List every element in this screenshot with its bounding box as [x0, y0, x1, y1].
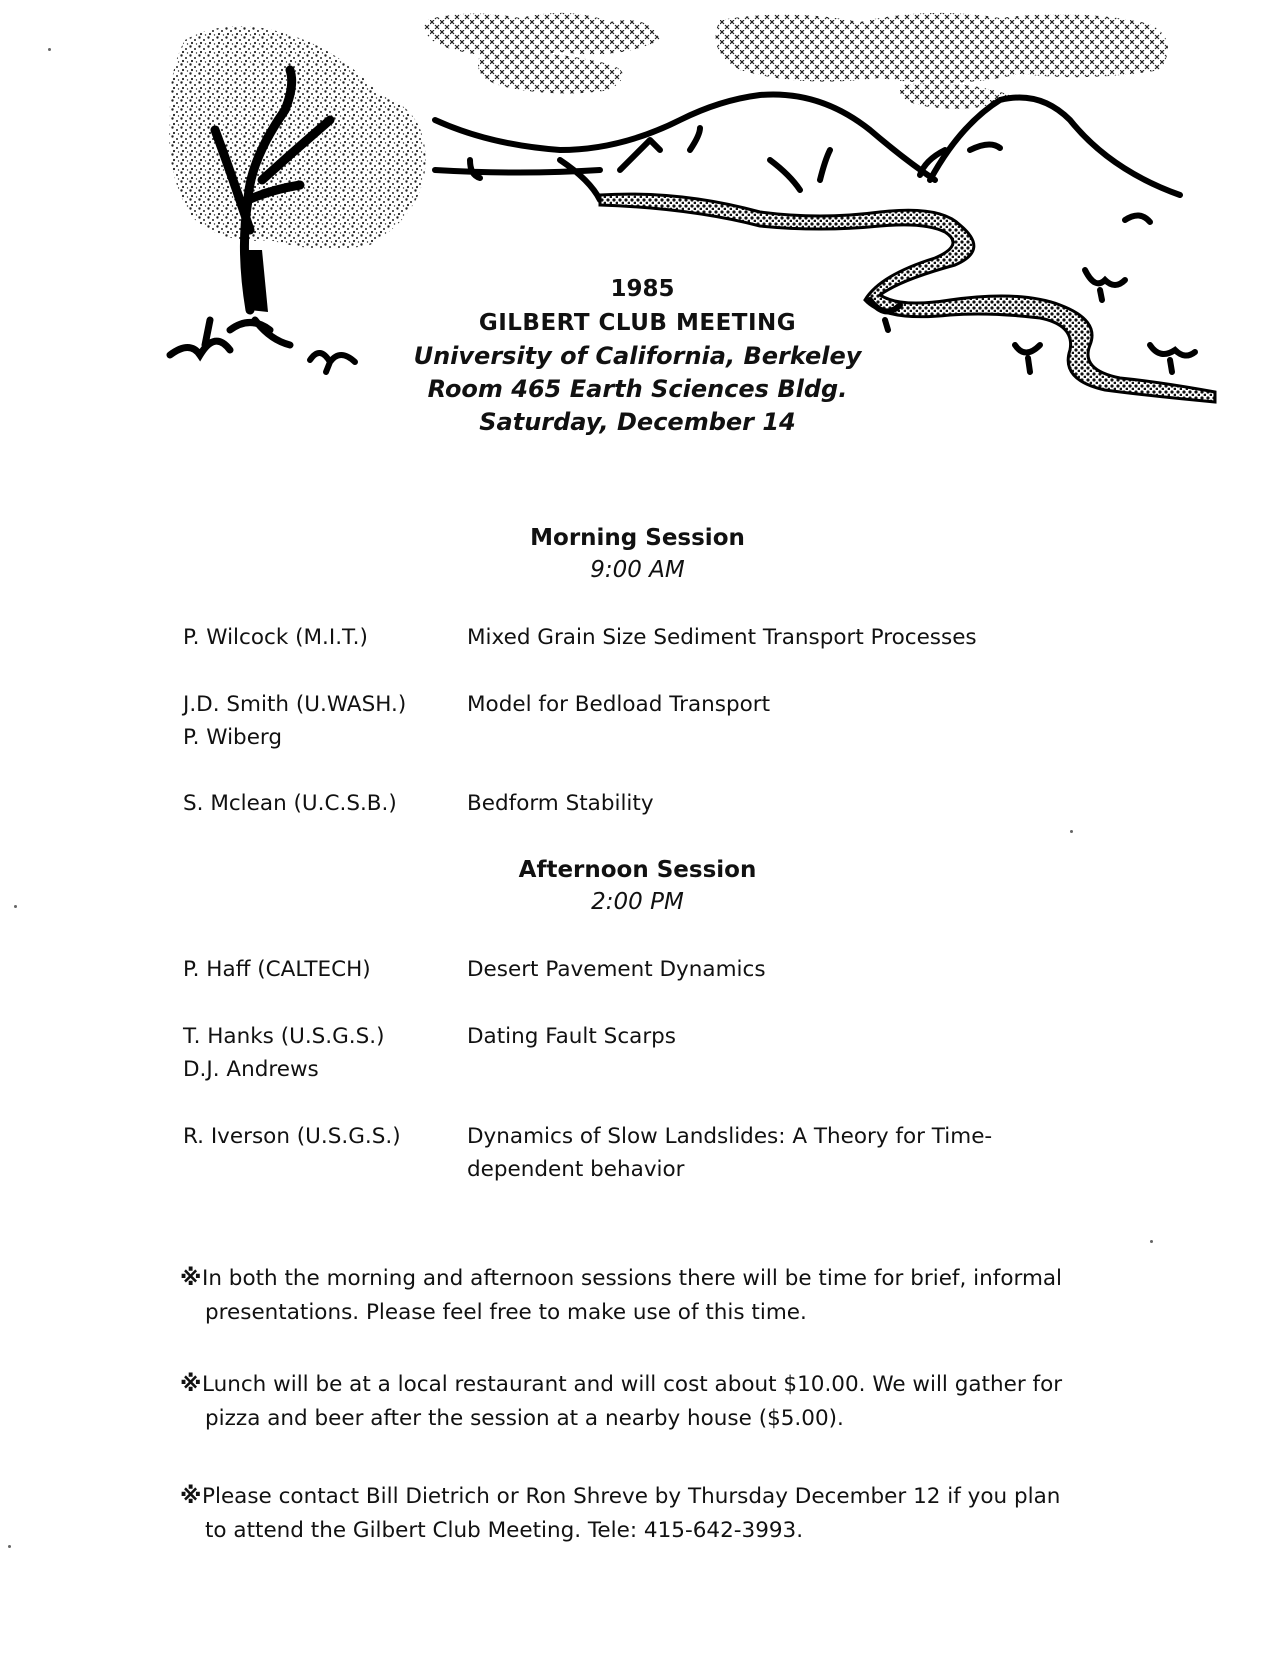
session-title: Afternoon Session [518, 857, 757, 883]
note-text: Please contact Bill Dietrich or Ron Shreve by Thursday December 12 if you plan to attend the Gilbert Club Meeting. Tele: 415-642-3993. [202, 1484, 1061, 1543]
note-bullet: ※ [180, 1372, 202, 1397]
session-time: 9:00 AM [590, 557, 685, 583]
meeting-university: University of California, Berkeley [413, 342, 862, 370]
meeting-date: Saturday, December 14 [479, 408, 796, 436]
session-time: 2:00 PM [591, 889, 684, 915]
note-bullet: ※ [180, 1484, 202, 1509]
session-title: Morning Session [530, 525, 745, 551]
talk-topic: Desert Pavement Dynamics [467, 957, 766, 982]
talk-speaker: P. Wiberg [183, 725, 283, 750]
talk-speaker: P. Haff (CALTECH) [183, 957, 371, 982]
scan-speck [8, 1545, 11, 1548]
talk-topic: Dating Fault Scarps [467, 1024, 677, 1049]
meeting-header [0, 272, 1275, 439]
note-item [180, 1368, 1080, 1436]
scan-speck [1070, 830, 1073, 833]
afternoon-session-heading [0, 854, 1275, 918]
note-text: In both the morning and afternoon sessions there will be time for brief, informal presentations. Please feel free to make use of this time. [202, 1266, 1063, 1325]
morning-session-heading [0, 522, 1275, 586]
hills [435, 94, 1180, 200]
note-text: Lunch will be at a local restaurant and will cost about $10.00. We will gather for pizza and beer after the session at a nearby house ($5.00). [202, 1372, 1063, 1431]
note-item [180, 1480, 1080, 1548]
meeting-year: 1985 [610, 276, 675, 302]
talk-speaker: J.D. Smith (U.WASH.) [183, 692, 407, 717]
talk-topic: Model for Bedload Transport [467, 692, 771, 717]
talk-topic: Dynamics of Slow Landslides: A Theory for Time-dependent behavior [467, 1124, 993, 1182]
talk-speaker: T. Hanks (U.S.G.S.) [183, 1024, 385, 1049]
note-bullet: ※ [180, 1266, 202, 1291]
scan-speck [48, 48, 51, 51]
scan-speck [14, 905, 17, 908]
talk-topic: Bedform Stability [467, 791, 654, 816]
talk-speaker: R. Iverson (U.S.G.S.) [183, 1124, 401, 1149]
talk-speaker: P. Wilcock (M.I.T.) [183, 625, 368, 650]
scan-speck [1150, 1240, 1153, 1243]
talk-speaker: D.J. Andrews [183, 1057, 319, 1082]
talk-speaker: S. Mclean (U.C.S.B.) [183, 791, 397, 816]
meeting-title: GILBERT CLUB MEETING [478, 310, 797, 336]
meeting-room: Room 465 Earth Sciences Bldg. [427, 375, 848, 403]
talk-topic: Mixed Grain Size Sediment Transport Processes [467, 625, 977, 650]
note-item [180, 1262, 1080, 1330]
